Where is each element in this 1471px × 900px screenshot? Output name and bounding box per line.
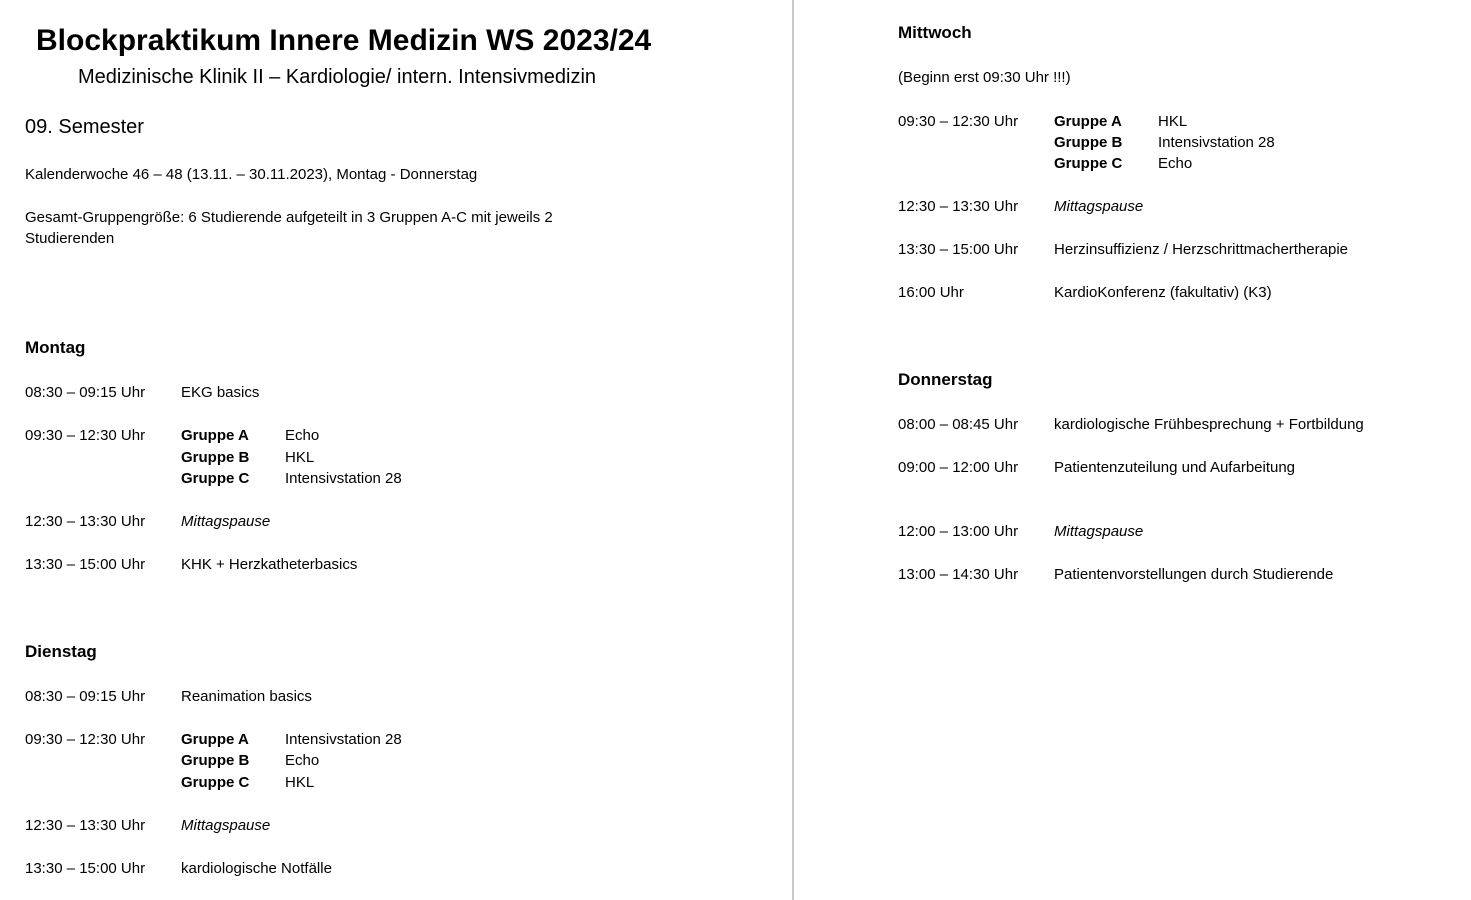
group-location: Intensivstation 28 (285, 470, 402, 487)
time-slot: 12:30 – 13:30 Uhr (898, 198, 1019, 215)
time-slot: 12:30 – 13:30 Uhr (25, 817, 146, 834)
group-label: Gruppe A (181, 731, 249, 748)
time-slot: 13:30 – 15:00 Uhr (25, 556, 146, 573)
group-label: Gruppe C (1054, 155, 1123, 172)
activity: kardiologische Frühbesprechung + Fortbildung (1054, 416, 1364, 433)
group-location: Intensivstation 28 (285, 731, 402, 748)
time-slot: 12:30 – 13:30 Uhr (25, 513, 146, 530)
time-slot: 09:30 – 12:30 Uhr (25, 731, 146, 748)
document-title: Blockpraktikum Innere Medizin WS 2023/24 (36, 24, 652, 57)
day-heading-monday: Montag (25, 338, 86, 357)
week-info: Kalenderwoche 46 – 48 (13.11. – 30.11.2023), Montag - Donnerstag (25, 166, 478, 183)
column-divider (792, 0, 794, 900)
activity: Patientenzuteilung und Aufarbeitung (1054, 459, 1296, 476)
group-label: Gruppe A (181, 427, 249, 444)
lunch-break: Mittagspause (181, 513, 271, 530)
group-location: HKL (1158, 113, 1188, 130)
group-location: HKL (285, 774, 315, 791)
group-label: Gruppe A (1054, 113, 1122, 130)
group-info-line2: Studierenden (25, 230, 115, 247)
group-location: Echo (1158, 155, 1193, 172)
time-slot: 08:30 – 09:15 Uhr (25, 384, 146, 401)
day-heading-wednesday: Mittwoch (898, 23, 972, 42)
group-location: Echo (285, 752, 320, 769)
group-label: Gruppe B (1054, 134, 1123, 151)
start-note: (Beginn erst 09:30 Uhr !!!) (898, 69, 1071, 86)
time-slot: 13:30 – 15:00 Uhr (898, 241, 1019, 258)
group-label: Gruppe C (181, 470, 250, 487)
time-slot: 09:30 – 12:30 Uhr (25, 427, 146, 444)
group-info-line1: Gesamt-Gruppengröße: 6 Studierende aufgeteilt in 3 Gruppen A-C mit jeweils 2 (25, 209, 553, 226)
activity: KHK + Herzkatheterbasics (181, 556, 358, 573)
time-slot: 12:00 – 13:00 Uhr (898, 523, 1019, 540)
activity: EKG basics (181, 384, 260, 401)
activity: KardioKonferenz (fakultativ) (K3) (1054, 284, 1272, 301)
activity: Reanimation basics (181, 688, 312, 705)
activity: kardiologische Notfälle (181, 860, 332, 877)
time-slot: 13:30 – 15:00 Uhr (25, 860, 146, 877)
group-location: Intensivstation 28 (1158, 134, 1275, 151)
document-subtitle: Medizinische Klinik II – Kardiologie/ intern. Intensivmedizin (78, 66, 597, 88)
time-slot: 09:00 – 12:00 Uhr (898, 459, 1019, 476)
time-slot: 08:00 – 08:45 Uhr (898, 416, 1019, 433)
time-slot: 09:30 – 12:30 Uhr (898, 113, 1019, 130)
semester-label: 09. Semester (25, 116, 144, 138)
group-label: Gruppe B (181, 449, 250, 466)
lunch-break: Mittagspause (1054, 523, 1144, 540)
group-label: Gruppe C (181, 774, 250, 791)
day-heading-thursday: Donnerstag (898, 370, 993, 389)
group-label: Gruppe B (181, 752, 250, 769)
lunch-break: Mittagspause (1054, 198, 1144, 215)
lunch-break: Mittagspause (181, 817, 271, 834)
group-location: Echo (285, 427, 320, 444)
group-location: HKL (285, 449, 315, 466)
activity: Patientenvorstellungen durch Studierende (1054, 566, 1334, 583)
day-heading-tuesday: Dienstag (25, 642, 97, 661)
activity: Herzinsuffizienz / Herzschrittmachertherapie (1054, 241, 1349, 258)
time-slot: 08:30 – 09:15 Uhr (25, 688, 146, 705)
time-slot: 16:00 Uhr (898, 284, 964, 301)
time-slot: 13:00 – 14:30 Uhr (898, 566, 1019, 583)
